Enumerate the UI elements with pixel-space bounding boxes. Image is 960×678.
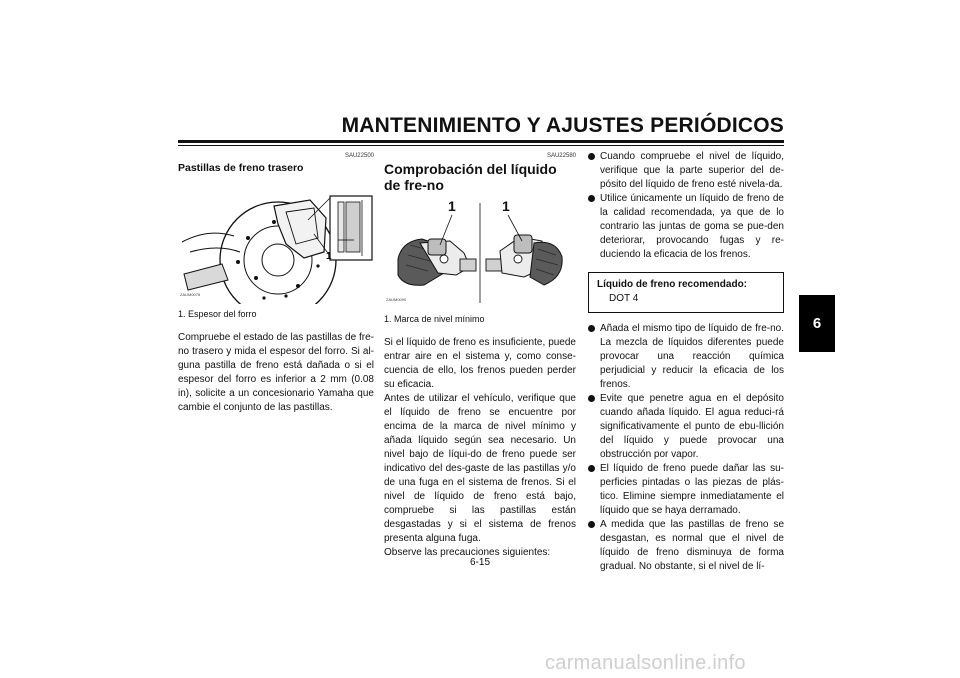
body-paragraph-1: Si el líquido de freno es insuficiente, puede entrar aire en el sistema y, como conse-cuencia de ello, los frenos pueden perder su eficacia. <box>384 337 576 390</box>
brake-fluid-figure <box>384 197 576 309</box>
section-heading-rear-brake-pads: Pastillas de freno trasero <box>178 162 304 174</box>
recommended-fluid-value: DOT 4 <box>609 293 639 304</box>
bullet-icon <box>588 521 595 528</box>
list-item: Evite que penetre agua en el depósito cuando añada líquido. El agua reduci-rá significativamente el punto de ebu-llición del líquido y puede provocar una obstrucción por vapor. <box>588 392 784 462</box>
bullet-icon <box>588 395 595 402</box>
body-paragraph-3: Observe las precauciones siguientes: <box>384 547 551 558</box>
figure-callout-left: 1 <box>448 198 456 214</box>
rear-brake-pads-figure <box>178 178 374 304</box>
list-item: El líquido de freno puede dañar las su-perficies pintadas o las piezas de plás-tico. Elimine siempre inmediatamente el líquido que se haya derramado. <box>588 462 784 518</box>
chapter-tab[interactable]: 6 <box>799 295 835 352</box>
figure-caption: 1. Espesor del forro <box>178 309 257 319</box>
section-code: SAU22500 <box>344 153 374 159</box>
list-item: A medida que las pastillas de freno se desgastan, es normal que el nivel de líquido de freno disminuya de forma gradual. No obstante, si el nivel de lí- <box>588 518 784 574</box>
column-1 <box>178 152 374 415</box>
handlebar-reservoir-illustration <box>384 197 576 309</box>
list-item: Utilice únicamente un líquido de freno de la calidad recomendada, ya que de lo contrario las juntas de goma se pue-den deteriorar, provocando fugas y re-duciendo la eficacia de los frenos. <box>588 192 784 262</box>
bullet-icon <box>588 153 595 160</box>
bullet-icon <box>588 325 595 332</box>
figure-callout-right: 1 <box>502 198 510 214</box>
bullet-icon <box>588 465 595 472</box>
figure-code: ZAUM0090 <box>386 297 407 302</box>
column-2 <box>384 152 576 560</box>
header-rule-thick <box>178 140 784 143</box>
figure-code: ZAUM0078 <box>180 292 201 297</box>
list-item: Cuando compruebe el nivel de líquido, verifique que la parte superior del de-pósito del líquido de freno esté nivela-da. <box>588 150 784 192</box>
brake-caliper-illustration <box>178 178 374 304</box>
body-paragraph: Compruebe el estado de las pastillas de fre-no trasero y mida el espesor del forro. Si al-guna pastilla de freno está dañada o si el espesor del forro es inferior a 2 mm (0.08 in), solicite a un concesionario Yamaha que cambie el conjunto de las pastillas. <box>178 332 374 413</box>
precautions-list-top <box>588 150 784 262</box>
column-3 <box>588 150 784 574</box>
section-code: SAU22580 <box>546 153 576 159</box>
precautions-list-bottom <box>588 322 784 574</box>
list-item: Añada el mismo tipo de líquido de fre-no. La mezcla de líquidos diferentes puede provocar una reacción química perjudicial y reducir la eficacia de los frenos. <box>588 322 784 392</box>
watermark: carmanualsonline.info <box>545 652 746 674</box>
page-header-title: MANTENIMIENTO Y AJUSTES PERIÓDICOS <box>341 114 784 137</box>
header-rule-thin <box>178 145 784 146</box>
page-number: 6-15 <box>469 557 490 568</box>
body-paragraph-2: Antes de utilizar el vehículo, verifique que el líquido de freno se encuentre por encima de la marca de nivel mínimo y añada líquido según sea necesario. Un nivel bajo de líqui-do de freno puede ser indicativo del des-gaste de las pastillas y/o de una fuga en el sistema de frenos. Si el nivel de líquido de freno está bajo, compruebe si las pastillas están desgastadas y si el sistema de frenos presenta alguna fuga. <box>384 393 576 544</box>
figure-callout-1: 1 <box>326 251 332 262</box>
section-heading-brake-fluid: Comprobación del líquido de fre-no <box>384 161 557 193</box>
recommended-fluid-box <box>588 272 784 313</box>
bullet-icon <box>588 195 595 202</box>
recommended-fluid-title: Líquido de freno recomendado: <box>597 279 748 290</box>
figure-caption: 1. Marca de nivel mínimo <box>384 314 485 324</box>
